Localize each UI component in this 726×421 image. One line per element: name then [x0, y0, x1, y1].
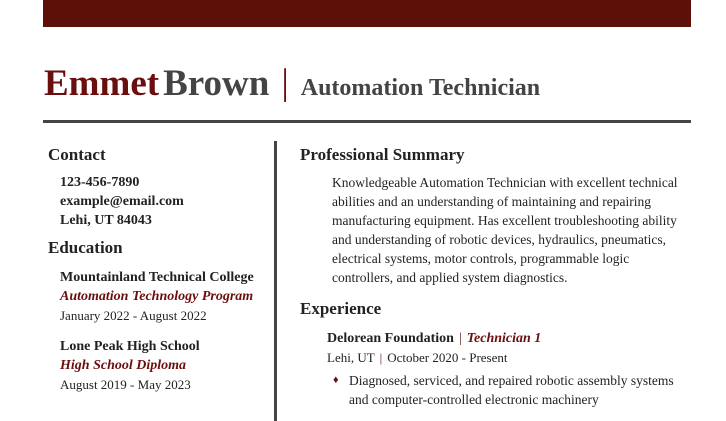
education-program: Automation Technology Program: [60, 289, 254, 304]
left-column: [48, 145, 268, 406]
job-separator: |: [458, 331, 462, 346]
job-meta: [327, 348, 690, 367]
education-dates: January 2022 - August 2022: [60, 308, 207, 323]
job-meta-separator: |: [379, 350, 383, 365]
header-separator: |: [281, 62, 289, 103]
job-title: Automation Technician: [300, 75, 541, 101]
education-dates: August 2019 - May 2023: [60, 377, 191, 392]
job-bullet: [327, 371, 689, 409]
resume-header: [44, 62, 540, 105]
header-divider: [43, 120, 691, 123]
education-title: Education: [48, 238, 123, 257]
contact-title: Contact: [48, 145, 106, 164]
education-item: [60, 268, 268, 325]
education-school: Mountainland Technical College: [60, 270, 254, 285]
contact-location: Lehi, UT 84043: [60, 213, 152, 228]
contact-email: example@email.com: [60, 194, 184, 209]
diamond-bullet-icon: ♦: [333, 374, 339, 386]
education-item: [60, 337, 268, 394]
top-color-bar: [43, 0, 691, 27]
first-name: Emmet: [44, 63, 160, 104]
job-dates: October 2020 - Present: [387, 350, 508, 365]
job-bullet-text: Diagnosed, serviced, and repaired robotic assembly systems and computer-controlled electronic machinery: [349, 373, 674, 407]
job-location: Lehi, UT: [327, 350, 375, 365]
education-school: Lone Peak High School: [60, 339, 200, 354]
last-name: Brown: [163, 63, 270, 104]
column-divider: [274, 141, 277, 421]
right-column: [300, 145, 690, 409]
job-bullets: [327, 371, 690, 409]
job-heading: [327, 329, 690, 348]
contact-phone: 123-456-7890: [60, 175, 140, 190]
job-company: Delorean Foundation: [327, 331, 454, 346]
summary-title: Professional Summary: [300, 145, 465, 164]
education-program: High School Diploma: [60, 358, 187, 373]
summary-text: Knowledgeable Automation Technician with excellent technical abilities and an understanding of maintaining and repairing manufacturing equipment. Has excellent troubleshooting ability and understanding of robotic devices, hydraulics, pneumatics, electrical systems, motor controls, programmable logic controllers, and applied system diagnostics.: [332, 175, 678, 285]
experience-title: Experience: [300, 299, 382, 318]
job-role: Technician 1: [466, 331, 542, 346]
